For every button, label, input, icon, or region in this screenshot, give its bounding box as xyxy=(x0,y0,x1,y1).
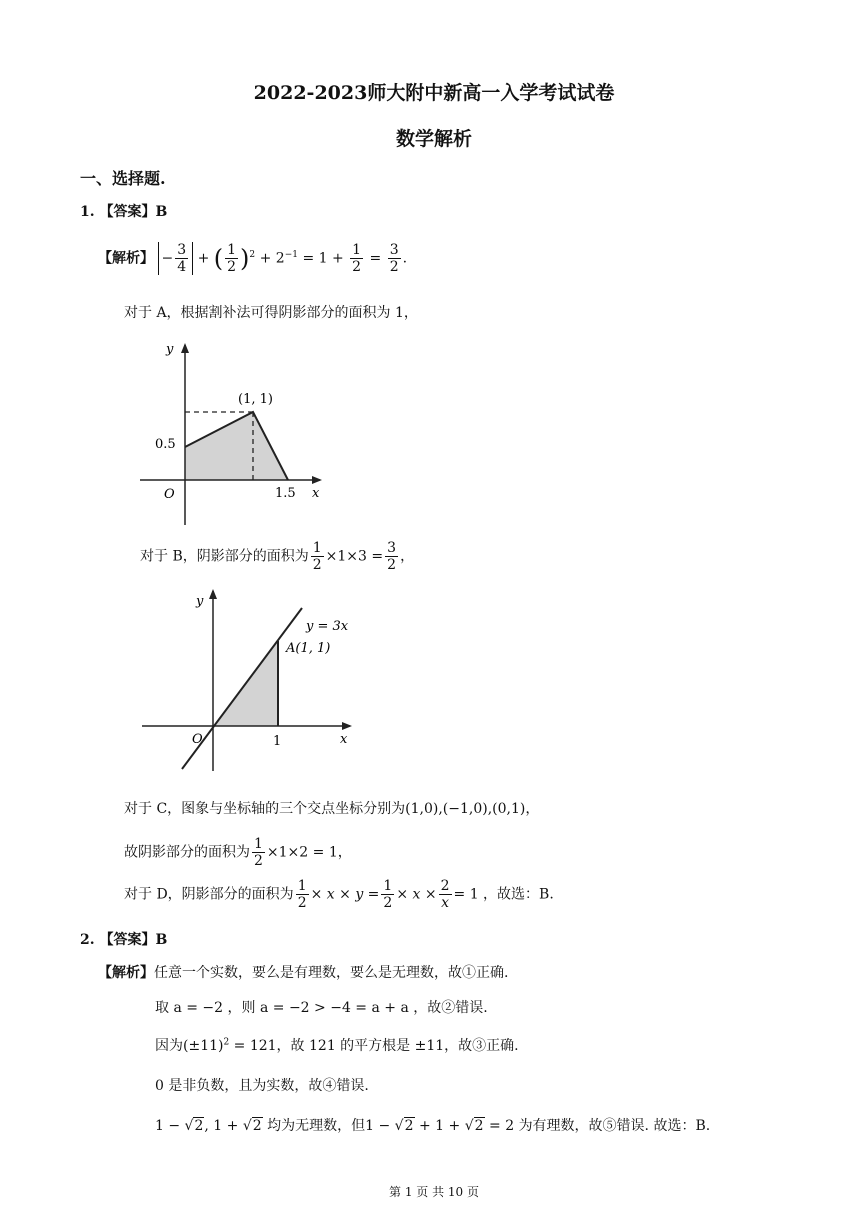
math-term: (±11) xyxy=(183,1038,224,1054)
minus-sign: − xyxy=(161,250,174,267)
x-axis-label: x xyxy=(340,732,348,747)
q2-line-3 xyxy=(155,1035,519,1055)
exponent: −1 xyxy=(284,249,298,260)
q2-line-1 xyxy=(98,962,508,982)
y-tick-label: 0.5 xyxy=(155,437,176,452)
text-run: 因为 xyxy=(155,1038,183,1054)
text-run: 1 − xyxy=(155,1118,181,1134)
y-axis-label: y xyxy=(196,594,204,609)
sqrt-radicand: 2 xyxy=(404,1118,414,1134)
frac-den: 2 xyxy=(312,557,322,573)
page-footer: 第 1 页 共 10 页 xyxy=(389,1185,479,1199)
frac-num: 1 xyxy=(227,242,237,258)
graph-a xyxy=(130,335,340,535)
page-subtitle: 数学解析 xyxy=(395,128,472,150)
exponent: 2 xyxy=(249,249,256,260)
q1-option-c-area xyxy=(124,836,352,869)
frac-den: 2 xyxy=(297,895,307,911)
q1-analysis-label: 【解析】 xyxy=(98,250,154,267)
q2-answer xyxy=(80,929,167,949)
frac-num: 1 xyxy=(312,540,322,556)
graph-b xyxy=(140,583,360,778)
sqrt-radicand: 2 xyxy=(194,1118,204,1134)
frac-den: 2 xyxy=(387,557,397,573)
text-run: = 2 xyxy=(489,1118,515,1134)
frac-num: 1 xyxy=(254,836,263,852)
point-label: (1, 1) xyxy=(238,392,273,407)
q2-analysis-label: 【解析】 xyxy=(98,965,154,981)
close-paren: ) xyxy=(240,244,250,273)
text-run: 1 − xyxy=(365,1118,391,1134)
point-label: A(1, 1) xyxy=(286,641,331,656)
q1-analysis xyxy=(98,242,407,275)
fraction xyxy=(439,878,452,911)
frac-den: x xyxy=(441,895,449,911)
x-arrow-icon xyxy=(342,722,352,730)
sqrt-radicand: 2 xyxy=(474,1118,484,1134)
text-run: = 1 ，故选：B. xyxy=(453,886,554,903)
frac-num: 1 xyxy=(352,242,362,258)
expr-term: = 1 + xyxy=(302,250,344,267)
x-arrow-icon xyxy=(312,476,322,484)
frac-num: 3 xyxy=(389,242,399,258)
shaded-region xyxy=(185,412,288,480)
text-run: , 1 + xyxy=(204,1118,239,1134)
text-run: 对于 D，阴影部分的面积为 xyxy=(124,886,294,903)
frac-num: 3 xyxy=(177,242,187,258)
fraction xyxy=(225,242,238,275)
text-run: 均为无理数，但 xyxy=(267,1118,366,1134)
q1-option-c-text: 对于 C，图象与坐标轴的三个交点坐标分别为(1,0),(−1,0),(0,1)， xyxy=(124,801,540,817)
q2-line-4: 0 是非负数，且为实数，故④错误. xyxy=(155,1078,369,1094)
period: . xyxy=(402,250,408,267)
q2-line-2: 取 a = −2 ，则 a = −2 > −4 = a + a ，故②错误. xyxy=(155,1000,488,1016)
line-label: y = 3x xyxy=(306,619,349,634)
x-axis-label: x xyxy=(312,486,320,501)
equals-sign: = xyxy=(369,250,382,267)
frac-den: 4 xyxy=(177,259,187,275)
fraction xyxy=(381,878,394,911)
section-heading: 一、选择题. xyxy=(80,169,166,188)
frac-num: 1 xyxy=(383,878,393,894)
text-run: 故阴影部分的面积为 xyxy=(124,844,250,861)
q1-number: 1. xyxy=(80,204,95,220)
origin-label: O xyxy=(164,487,175,502)
frac-num: 1 xyxy=(297,878,307,894)
fraction xyxy=(350,242,363,275)
text-run: 为有理数，故⑤错误. 故选：B. xyxy=(518,1118,711,1134)
exponent: 2 xyxy=(223,1037,230,1048)
frac-num: 3 xyxy=(387,540,397,556)
text-run: + 1 + xyxy=(418,1118,461,1134)
x-tick-label: 1 xyxy=(273,734,282,749)
fraction xyxy=(385,540,398,573)
sqrt-radicand: 2 xyxy=(252,1118,262,1134)
y-arrow-icon xyxy=(181,343,189,353)
text-run: 任意一个实数，要么是有理数，要么是无理数，故①正确. xyxy=(154,965,509,981)
fraction xyxy=(311,540,324,573)
q2-line-5: 1 − √2, 1 + √2 均为无理数，但1 − √2 + 1 + √2 = 2 为有理数，故⑤错误. 故选：B. xyxy=(155,1118,711,1134)
y-arrow-icon xyxy=(209,589,217,599)
q2-answer-label: 【答案】B xyxy=(99,932,168,948)
abs-value xyxy=(158,242,193,275)
frac-den: 2 xyxy=(389,259,399,275)
fraction xyxy=(175,242,188,275)
q1-answer-label: 【答案】B xyxy=(99,204,168,220)
q1-option-d-text xyxy=(124,878,554,911)
origin-label: O xyxy=(192,732,203,747)
frac-den: 2 xyxy=(383,895,393,911)
text-run: × x × xyxy=(396,886,437,903)
y-axis-label: y xyxy=(166,342,174,357)
x-tick-label: 1.5 xyxy=(275,486,296,501)
fraction xyxy=(296,878,309,911)
text-run: ×1×2 = 1， xyxy=(266,844,352,861)
frac-den: 2 xyxy=(352,259,362,275)
q1-option-b-text xyxy=(140,540,414,573)
fraction xyxy=(388,242,401,275)
text-run: ， xyxy=(400,548,415,565)
text-run: ×1×3 = xyxy=(325,548,384,565)
fraction xyxy=(252,836,265,869)
q1-answer xyxy=(80,201,167,221)
expr-term: + 2 xyxy=(259,250,285,267)
page-title: 2022-2023师大附中新高一入学考试试卷 xyxy=(253,82,615,104)
frac-den: 2 xyxy=(254,853,263,869)
frac-den: 2 xyxy=(227,259,237,275)
text-run: × x × y = xyxy=(310,886,380,903)
open-paren: ( xyxy=(213,244,224,273)
frac-num: 2 xyxy=(440,878,450,894)
text-run: 对于 B，阴影部分的面积为 xyxy=(140,548,309,565)
plus-sign: + xyxy=(197,250,210,267)
text-run: = 121，故 121 的平方根是 ±11，故③正确. xyxy=(233,1038,519,1054)
q2-number: 2. xyxy=(80,932,95,948)
q1-option-a-text: 对于 A，根据割补法可得阴影部分的面积为 1， xyxy=(124,305,418,321)
